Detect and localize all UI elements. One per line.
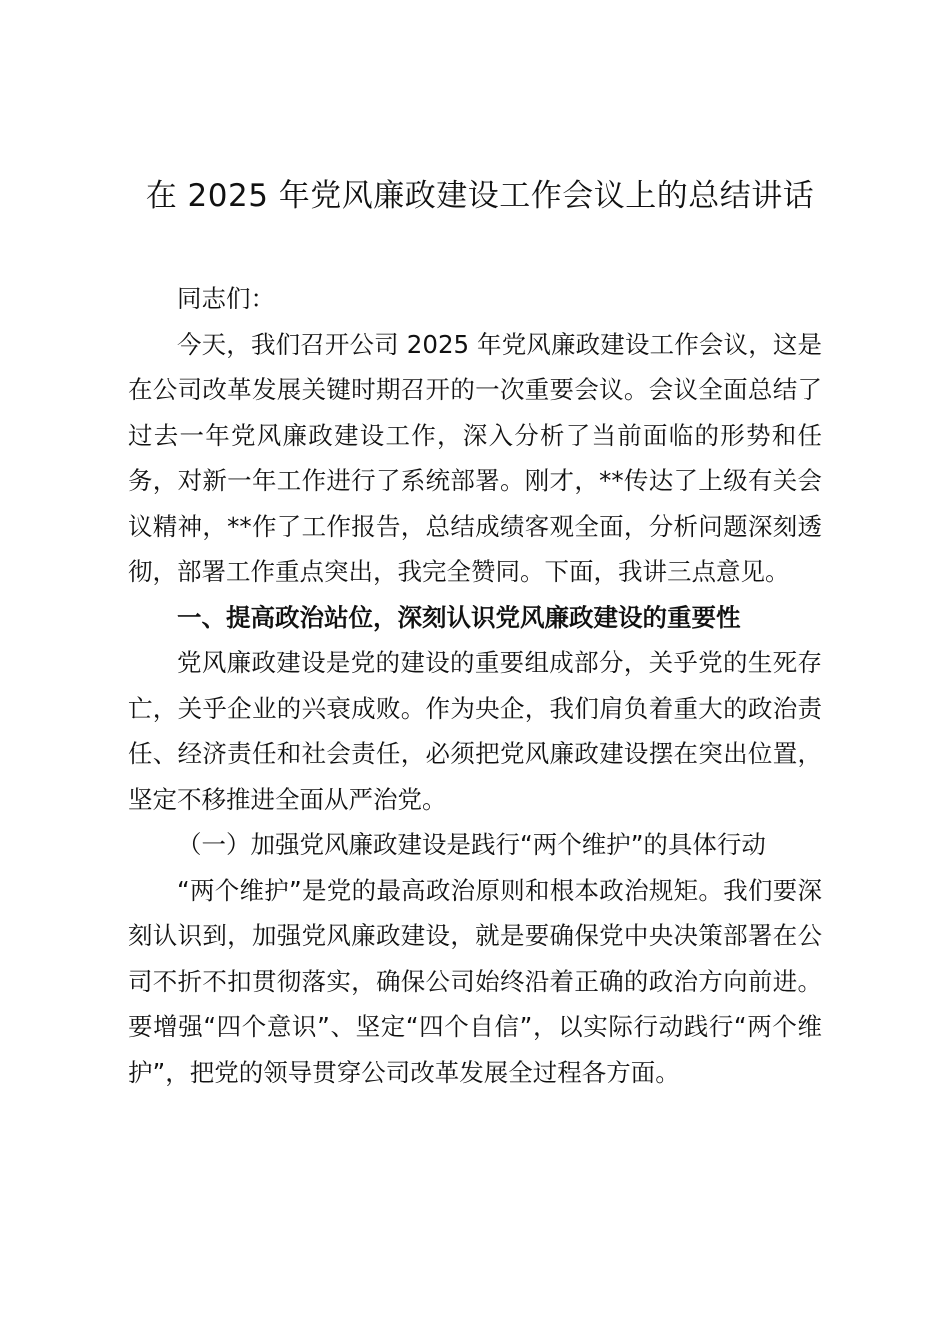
salutation: 同志们：	[177, 284, 275, 313]
document-body	[128, 276, 822, 1095]
subsection-heading-1: （一）加强党风廉政建设是践行“两个维护”的具体行动	[177, 830, 766, 859]
paragraph-section-1: 党风廉政建设是党的建设的重要组成部分，关乎党的生死存亡，关乎企业的兴衰成败。作为央企，我们肩负着重大的政治责任、经济责任和社会责任，必须把党风廉政建设摆在突出位置，坚定不移推进全面从严治党。	[128, 648, 822, 814]
paragraph-subsection-1: “两个维护”是党的最高政治原则和根本政治规矩。我们要深刻认识到，加强党风廉政建设，就是要确保党中央决策部署在公司不折不扣贯彻落实，确保公司始终沿着正确的政治方向前进。要增强“四个意识”、坚定“四个自信”，以实际行动践行“两个维护”，把党的领导贯穿公司改革发展全过程各方面。	[128, 875, 822, 1087]
section-heading-1: 一、提高政治站位，深刻认识党风廉政建设的重要性	[177, 602, 741, 632]
document-title: 在 2025 年党风廉政建设工作会议上的总结讲话	[145, 178, 815, 214]
paragraph-opening: 今天，我们召开公司 2025 年党风廉政建设工作会议，这是在公司改革发展关键时期召开的一次重要会议。会议全面总结了过去一年党风廉政建设工作，深入分析了当前面临的形势和任务，对新一年工作进行了系统部署。刚才，**传达了上级有关会议精神，**作了工作报告，总结成绩客观全面，分析问题深刻透彻，部署工作重点突出，我完全赞同。下面，我讲三点意见。	[128, 329, 822, 586]
